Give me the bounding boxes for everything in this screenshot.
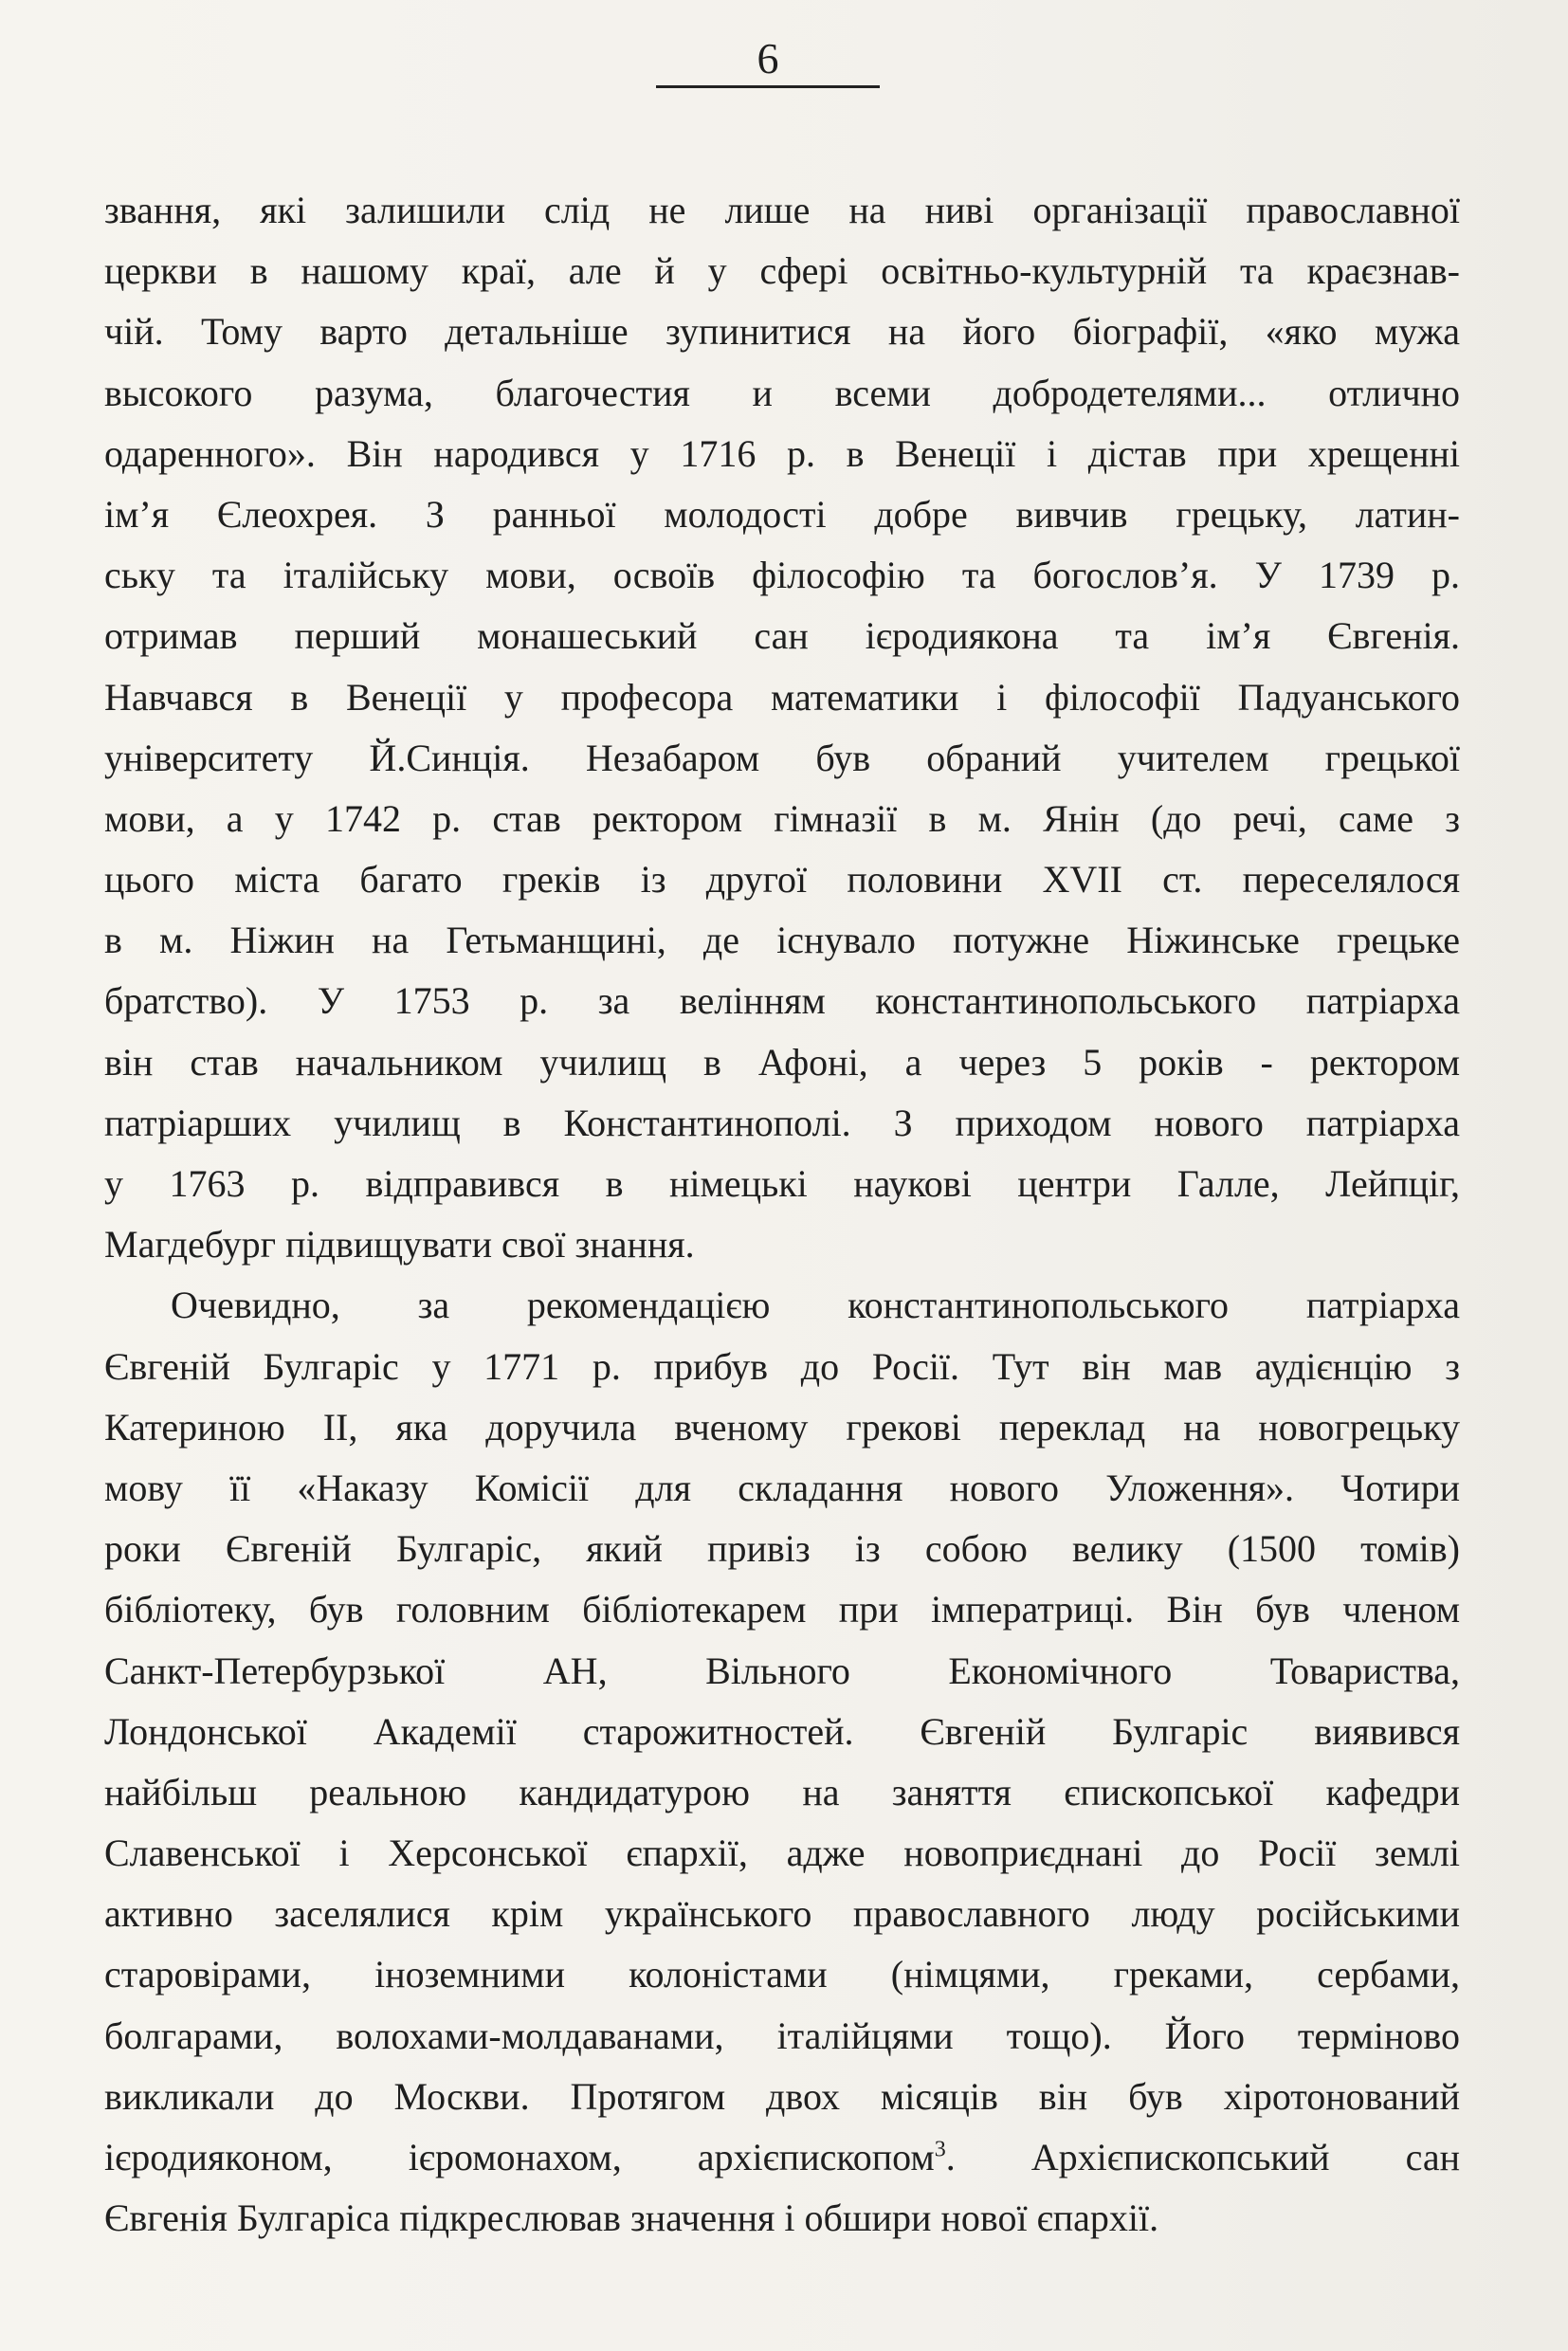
text-line: одаренного». Він народився у 1716 р. в Венеції і дістав при хрещенні	[104, 431, 1460, 475]
footnote-line-start: ієродияконом, ієромонахом, архієпископом	[104, 2136, 935, 2178]
paragraph-1	[104, 180, 1460, 1275]
text-line: Славенської і Херсонської єпархії, адже новоприєднані до Росії землі	[104, 1832, 1460, 1875]
footnote-line-end: . Архієпископський сан	[945, 2136, 1460, 2178]
footnote-marker: 3	[934, 2137, 946, 2162]
text-line: Євгеній Булгаріс у 1771 р. прибув до Росії. Тут він мав аудієнцію з	[104, 1344, 1460, 1388]
page-number: 6	[757, 34, 779, 82]
page-number-rule	[656, 85, 880, 88]
text-line: отримав перший монашеський сан ієродиякона та ім’я Євгенія.	[104, 614, 1460, 658]
text-line: Санкт-Петербурзької АН, Вільного Економічного Товариства,	[104, 1649, 1460, 1692]
text-line: церкви в нашому краї, але й у сфері освітньо-культурній та краєзнав-	[104, 249, 1460, 293]
text-line: Очевидно, за рекомендацією константинопольського патріарха	[171, 1284, 1460, 1327]
text-line: Катериною ІІ, яка доручила вченому грекові переклад на новогрецьку	[104, 1405, 1460, 1449]
footnote-text-line	[104, 2127, 1460, 2188]
text-line: ську та італійську мови, освоїв філософію та богослов’я. У 1739 р.	[104, 554, 1460, 597]
text-line: Лондонської Академії старожитностей. Євгеній Булгаріс виявився	[104, 1709, 1460, 1753]
text-line: цього міста багато греків із другої половини XVII ст. переселялося	[104, 858, 1460, 902]
text-line: найбільш реальною кандидатурою на заняття єпископської кафедри	[104, 1770, 1460, 1813]
text-line: ім’я Єлеохрея. З ранньої молодості добре вивчив грецьку, латин-	[104, 492, 1460, 536]
text-line: в м. Ніжин на Гетьманщині, де існувало потужне Ніжинське грецьке	[104, 919, 1460, 962]
text-line: чій. Тому варто детальніше зупинитися на його біографії, «яко мужа	[104, 310, 1460, 354]
text-line: він став начальником училищ в Афоні, а через 5 років - ректором	[104, 1040, 1460, 1084]
text-line: мови, а у 1742 р. став ректором гімназії в м. Янін (до речі, саме з	[104, 796, 1460, 840]
text-line: роки Євгеній Булгаріс, який привіз із собою велику (1500 томів)	[104, 1527, 1460, 1571]
paragraph-2	[104, 1275, 1460, 2249]
text-line: болгарами, волохами-молдаванами, італійцями тощо). Його терміново	[104, 2014, 1460, 2057]
text-line: патріарших училищ в Константинополі. З приходом нового патріарха	[104, 1101, 1460, 1144]
text-line: Навчався в Венеції у професора математики і філософії Падуанського	[104, 675, 1460, 719]
text-line: у 1763 р. відправився в німецькі наукові центри Галле, Лейпціг,	[104, 1162, 1460, 1205]
text-line: старовірами, іноземними колоністами (німцями, греками, сербами,	[104, 1953, 1460, 1996]
body-text	[104, 180, 1460, 2249]
text-line: братство). У 1753 р. за велінням константинопольського патріарха	[104, 979, 1460, 1023]
text-line: бібліотеку, був головним бібліотекарем при імператриці. Він був членом	[104, 1588, 1460, 1631]
text-line: звання, які залишили слід не лише на ниві організації православної	[104, 189, 1460, 231]
text-line: університету Й.Синція. Незабаром був обраний учителем грецької	[104, 736, 1460, 779]
text-line: Магдебург підвищувати свої знання.	[104, 1223, 695, 1267]
text-line: высокого разума, благочестия и всеми добродетелями... отлично	[104, 371, 1460, 414]
text-line: Євгенія Булгаріса підкреслював значення і обшири нової єпархії.	[104, 2196, 1159, 2240]
text-line: активно заселялися крім українського православного люду російськими	[104, 1892, 1460, 1936]
text-line: викликали до Москви. Протягом двох місяців він був хіротонований	[104, 2074, 1460, 2118]
text-line: мову її «Наказу Комісії для складання нового Уложення». Чотири	[104, 1466, 1460, 1509]
